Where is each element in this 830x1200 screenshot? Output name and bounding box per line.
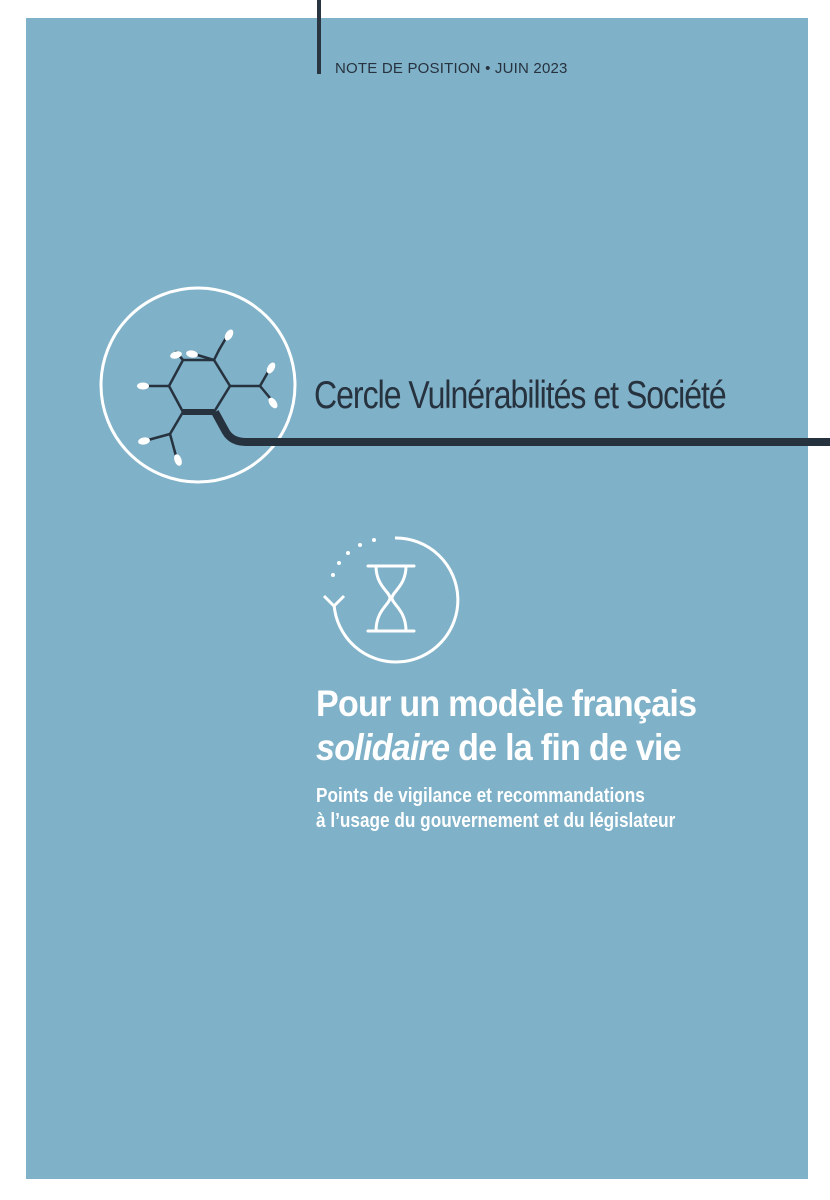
title-line-2-rest: de la fin de vie bbox=[449, 727, 681, 768]
subtitle-line-1: Points de vigilance et recommandations bbox=[316, 785, 645, 807]
subtitle-line-2: à l’usage du gouvernement et du législateur bbox=[316, 810, 676, 832]
hourglass-cycle-icon bbox=[308, 528, 468, 668]
organization-name: Cercle Vulnérabilités et Société bbox=[314, 374, 726, 417]
title-italic-word: solidaire bbox=[316, 727, 450, 768]
top-vertical-rule bbox=[317, 0, 321, 74]
document-title bbox=[316, 682, 696, 770]
document-subtitle bbox=[316, 784, 675, 834]
title-line-1: Pour un modèle français bbox=[316, 683, 697, 724]
title-line-2 bbox=[316, 726, 696, 770]
note-header: NOTE DE POSITION • JUIN 2023 bbox=[335, 60, 568, 77]
